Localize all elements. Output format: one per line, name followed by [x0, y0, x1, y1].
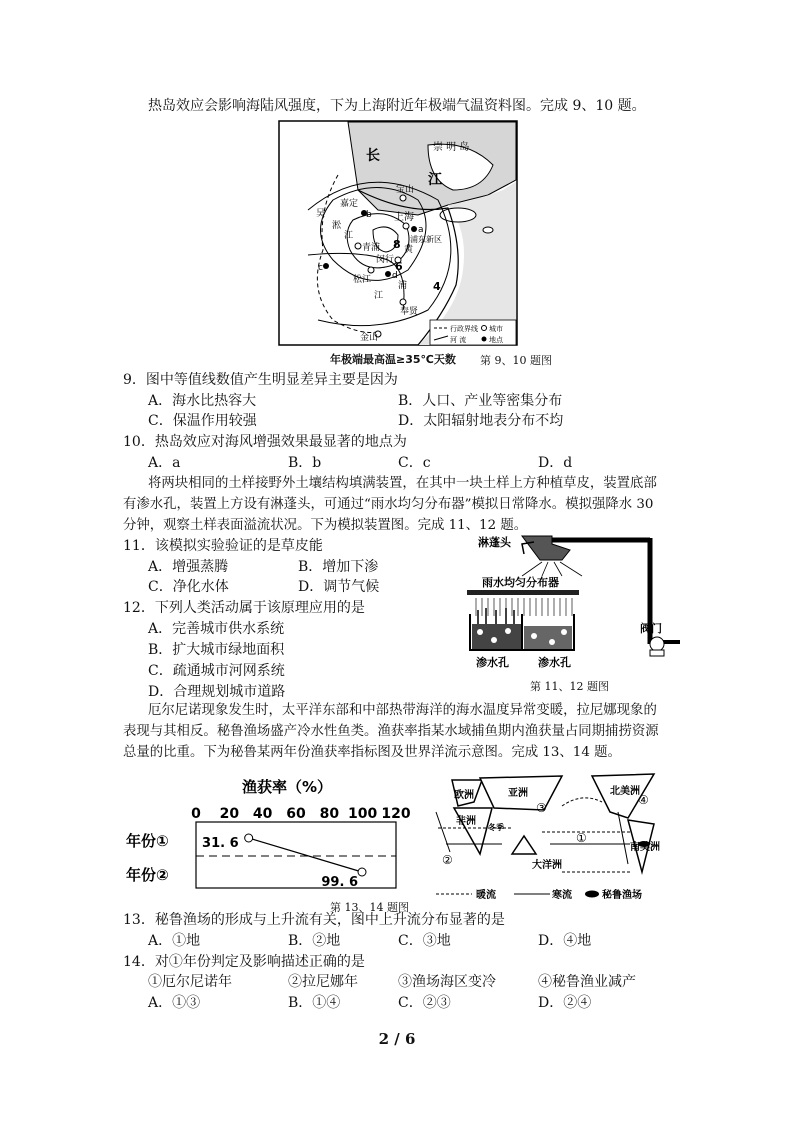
map-label-d: d — [392, 271, 398, 281]
chart-title: 渔获率（%） — [241, 778, 333, 796]
connector-line — [249, 838, 362, 872]
x-tick-label: 40 — [252, 806, 273, 822]
map-label-huang: 黄 — [404, 245, 414, 255]
q11-option-a[interactable]: A．增强蒸腾 — [148, 559, 229, 575]
map-label-jiang: 江 — [428, 172, 442, 188]
legend-cold-current: 寒流 — [552, 890, 572, 900]
q13-option-d[interactable]: D．④地 — [538, 933, 592, 949]
caption-13-14: 第 13、14 题图 — [330, 901, 409, 914]
q11-option-b[interactable]: B．增加下渗 — [298, 559, 379, 575]
label-hole-left: 渗水孔 — [476, 656, 509, 669]
q12-option-d[interactable]: D．合理规划城市道路 — [148, 684, 286, 700]
map-label-chang: 长 — [366, 148, 380, 164]
catch-rate-chart-svg — [122, 772, 412, 896]
label-south-america: 南美洲 — [630, 842, 660, 853]
intro-text-13-14-line2: 表现与其相反。秘鲁渔场盛产冷水性鱼类。渔获率指某水域捕鱼期内渔获量占同期捕捞资源 — [123, 724, 659, 739]
map-label-pudong: 浦东新区 — [410, 235, 442, 244]
ocean-currents-map — [432, 772, 664, 900]
intro-text-13-14-line1: 厄尔尼诺现象发生时，太平洋东部和中部热带海洋的海水温度异常变暖，拉尼娜现象的 — [148, 703, 657, 718]
ocean-currents-figure — [432, 772, 664, 900]
catch-rate-chart — [122, 772, 412, 896]
x-tick-label: 0 — [191, 806, 201, 822]
marker-1: ① — [576, 831, 587, 845]
intro-text-11-12-line2: 有渗水孔，装置上方设有淋蓬头，可通过“雨水均匀分布器”模拟日常降水。模拟强降水 30 — [123, 497, 654, 512]
map-label-baoshan: 宝山 — [396, 185, 415, 195]
q13-stem: 13．秘鲁渔场的形成与上升流有关，图中上升流分布显著的是 — [123, 912, 505, 928]
q11-stem: 11．该模拟实验验证的是草皮能 — [123, 538, 323, 554]
page-number: 2 / 6 — [378, 1030, 416, 1048]
q10-option-b[interactable]: B．b — [288, 455, 322, 471]
intro-text-13-14-line3: 总量的比重。下为秘鲁某两年份渔获率指标图及世界洋流示意图。完成 13、14 题。 — [123, 745, 621, 760]
device-diagram — [462, 532, 684, 672]
site-a-marker — [411, 226, 417, 232]
map-label-pu: 浦 — [398, 281, 408, 291]
map-label-jiang3: 江 — [374, 291, 384, 301]
map-label-wu: 吴 — [316, 209, 326, 219]
q14-option-d[interactable]: D．②④ — [538, 995, 592, 1011]
q13-option-c[interactable]: C．③地 — [398, 933, 451, 949]
legend-boundary: 行政界线 — [450, 325, 478, 333]
city-baoshan-marker — [400, 195, 406, 201]
x-tick-label: 100 — [348, 806, 378, 822]
q9-option-c[interactable]: C．保温作用较强 — [148, 413, 257, 429]
map-label-chongming: 崇 明 岛 — [433, 142, 470, 153]
q9-option-b[interactable]: B．人口、产业等密集分布 — [398, 393, 563, 409]
site-c-marker — [323, 263, 329, 269]
q14-statement-3: ③渔场海区变冷 — [398, 974, 496, 990]
q9-option-a[interactable]: A．海水比热容大 — [148, 393, 257, 409]
q14-statement-4: ④秘鲁渔业减产 — [538, 974, 636, 990]
q10-option-c[interactable]: C．c — [398, 455, 431, 471]
q10-option-a[interactable]: A．a — [148, 455, 181, 471]
q14-option-a[interactable]: A．①③ — [148, 995, 201, 1011]
q12-stem: 12．下列人类活动属于该原理应用的是 — [123, 600, 365, 616]
marker-4: ④ — [638, 793, 649, 807]
x-tick-label: 60 — [286, 806, 306, 822]
data-point-year2 — [358, 868, 366, 876]
q14-statement-1: ①厄尔尼诺年 — [148, 974, 232, 990]
map-label-jiading: 嘉定 — [340, 199, 359, 209]
intro-text-11-12-line1: 将两块相同的土样接野外土壤结构填满装置，在其中一块土样上方种植草皮，装置底部 — [148, 476, 657, 491]
q12-option-c[interactable]: C．疏通城市河网系统 — [148, 663, 285, 679]
x-tick-label: 120 — [381, 806, 411, 822]
shanghai-map — [278, 120, 518, 360]
map-label-shanghai: 上海 — [394, 212, 414, 223]
map-title: 年极端最高温≥35℃天数 — [330, 353, 456, 366]
map-isoline-4: 4 — [433, 280, 441, 293]
q14-statement-2: ②拉尼娜年 — [288, 974, 358, 990]
q12-option-a[interactable]: A．完善城市供水系统 — [148, 621, 285, 637]
legend-river: 河 流 — [450, 336, 467, 344]
label-valve: 阀门 — [640, 622, 662, 635]
x-tick-label: 80 — [319, 806, 340, 822]
map-label-minhang: 闵行 — [376, 255, 395, 265]
site-d-marker — [385, 271, 391, 277]
map-label-song: 淞 — [332, 221, 342, 231]
map-caption: 第 9、10 题图 — [480, 354, 552, 367]
q14-stem: 14．对①年份判定及影响描述正确的是 — [123, 954, 365, 970]
legend-site: 地点 — [489, 336, 503, 344]
device-figure — [462, 532, 684, 672]
map-label-jinshan: 金山 — [360, 333, 379, 343]
label-winter: 冬季 — [488, 823, 504, 832]
category-label-year1: 年份① — [126, 832, 169, 850]
label-africa: 非洲 — [456, 816, 476, 827]
data-point-year1 — [245, 834, 253, 842]
q12-option-b[interactable]: B．扩大城市绿地面积 — [148, 642, 285, 658]
legend-warm-current: 暖流 — [476, 890, 496, 900]
data-label-year1: 31. 6 — [202, 836, 239, 851]
map-label-songjiang: 松江 — [353, 275, 372, 285]
q14-option-c[interactable]: C．②③ — [398, 995, 451, 1011]
q10-stem: 10．热岛效应对海风增强效果最显著的地点为 — [123, 434, 407, 450]
map-isoline-8: 8 — [393, 238, 401, 251]
intro-text-11-12-line3: 分钟，观察土样表面溢流状况。下为模拟装置图。完成 11、12 题。 — [123, 518, 528, 533]
q9-stem: 9．图中等值线数值产生明显差异主要是因为 — [123, 372, 398, 388]
legend-peru-fishery: 秘鲁渔场 — [602, 890, 642, 900]
map-isoline-6: 6 — [395, 260, 403, 273]
label-north-america: 北美洲 — [610, 786, 640, 797]
legend-city: 城市 — [489, 325, 503, 333]
data-label-year2: 99. 6 — [321, 875, 358, 890]
marker-2: ② — [442, 853, 453, 867]
intro-text-9-10: 热岛效应会影响海陆风强度，下为上海附近年极端气温资料图。完成 9、10 题。 — [148, 98, 646, 114]
label-distributor: 雨水均匀分布器 — [482, 576, 559, 589]
label-europe: 欧洲 — [454, 790, 474, 801]
q14-option-b[interactable]: B．①④ — [288, 995, 341, 1011]
map-label-a: a — [418, 225, 424, 235]
label-asia: 亚洲 — [508, 788, 528, 799]
label-oceania: 大洋洲 — [532, 860, 562, 871]
chart-frame — [196, 822, 396, 888]
device-caption: 第 11、12 题图 — [530, 680, 609, 693]
x-tick-label: 20 — [219, 806, 240, 822]
q13-option-b[interactable]: B．②地 — [288, 933, 341, 949]
shanghai-map-figure — [278, 120, 518, 360]
map-label-jiang2: 江 — [344, 231, 354, 241]
map-label-fengxian: 奉贤 — [400, 307, 419, 317]
q10-option-d[interactable]: D．d — [538, 455, 573, 471]
map-label-b: b — [366, 210, 372, 220]
marker-3: ③ — [536, 801, 547, 815]
category-label-year2: 年份② — [126, 866, 169, 884]
q11-option-d[interactable]: D．调节气候 — [298, 579, 380, 595]
label-sprinkler: 淋蓬头 — [478, 536, 511, 549]
q13-option-a[interactable]: A．①地 — [148, 933, 201, 949]
label-hole-right: 渗水孔 — [538, 656, 571, 669]
map-label-qingpu: 青浦 — [362, 243, 381, 253]
map-label-c: c — [318, 263, 323, 273]
q11-option-c[interactable]: C．净化水体 — [148, 579, 229, 595]
q9-option-d[interactable]: D．太阳辐射地表分布不均 — [398, 413, 564, 429]
